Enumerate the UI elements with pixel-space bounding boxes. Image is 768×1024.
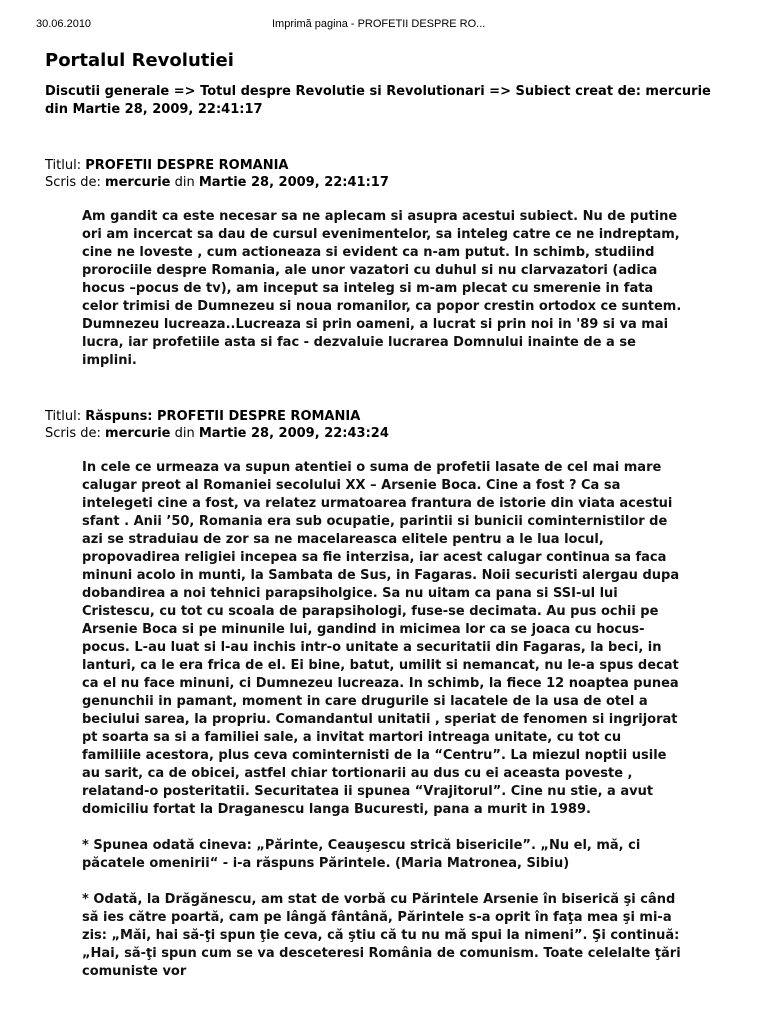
post-title-line bbox=[45, 408, 735, 425]
post-title-line bbox=[45, 157, 735, 174]
post-1 bbox=[45, 157, 735, 388]
post-paragraph: Am gandit ca este necesar sa ne aplecam si asupra acestui subiect. Nu de putine ori am incercat sa dau de cursul evenimentelor, sa inteleg catre ce ne indreptam, cine ne loveste , cum actioneaza si evident ca n-am putut. In schimb, studiind prorociile despre Romania, ale unor vazatori cu duhul si nu clarvazatori (adica hocus –pocus de tv), am inceput sa inteleg si m-am plecat cu smerenie in fata celor trimisi de Dumnezeu si noua romanilor, ca popor crestin ortodox ce suntem. Dumnezeu lucreaza..Lucreaza si prin oameni, a lucrat si prin noi in '89 si va mai lucra, iar profetiile asta si fac - dezvaluie lucrarea Domnului inainte de a se implini. bbox=[82, 209, 682, 368]
post-2 bbox=[45, 408, 735, 999]
post-title: Răspuns: PROFETII DESPRE ROMANIA bbox=[85, 409, 361, 424]
author-label: Scris de: bbox=[45, 426, 101, 441]
site-title: Portalul Revolutiei bbox=[45, 50, 234, 71]
post-author: mercurie bbox=[105, 426, 171, 441]
post-author: mercurie bbox=[105, 175, 171, 190]
post-author-line bbox=[45, 425, 735, 442]
post-paragraph: * Spunea odată cineva: „Părinte, Ceauşescu strică bisericile”. „Nu el, mă, ci păcatele omenirii“ - i-a răspuns Părintele. (Maria Matronea, Sibiu) bbox=[82, 838, 641, 871]
print-page-title: Imprimă pagina - PROFETII DESPRE RO... bbox=[272, 18, 486, 30]
post-date: Martie 28, 2009, 22:43:24 bbox=[198, 426, 389, 441]
title-label: Titlul: bbox=[45, 409, 82, 424]
date-separator: din bbox=[174, 175, 195, 190]
post-title: PROFETII DESPRE ROMANIA bbox=[85, 158, 289, 173]
print-date: 30.06.2010 bbox=[36, 18, 92, 30]
post-body bbox=[82, 459, 682, 981]
breadcrumb: Discutii generale => Totul despre Revolutie si Revolutionari => Subiect creat de: mercurie din Martie 28, 2009, 22:41:17 bbox=[45, 84, 711, 117]
post-author-line bbox=[45, 174, 735, 191]
title-label: Titlul: bbox=[45, 158, 82, 173]
print-header bbox=[0, 18, 768, 34]
post-paragraph: In cele ce urmeaza va supun atentiei o suma de profetii lasate de cel mai mare calugar preot al Romaniei secolului XX – Arsenie Boca. Cine a fost ? Ca sa intelegeti cine a fost, va relatez urmatoarea frantura de istorie din viata acestui sfant . Anii ’50, Romania era sub ocupatie, parintii si bunicii cominternistilor de azi se straduiau de zor sa ne macelareasca elitele pentru a le lua locul, propovadirea religiei incepea sa fie interzisa, iar acest calugar continua sa faca minuni acolo in munti, la Sambata de Sus, in Fagaras. Noii securisti alergau dupa dobandirea a noi tehnici parapsiholgice. Sa nu uitam ca pana si SSI-ul lui Cristescu, cu tot cu scoala de parapsihologi, fuse-se decimata. Au pus ochii pe Arsenie Boca si pe minunile lui, gandind in micimea lor ca se joaca cu hocus-pocus. L-au luat si l-au inchis intr-o unitate a securitatii din Fagaras, la beci, in lanturi, ca le era frica de el. Ei bine, batut, umilit si nemancat, nu le-a spus decat ca el nu face minuni, ci Dumnezeu lucreaza. In schimb, la fiece 12 noaptea punea genunchii in pamant, moment in care drugurile si lacatele de la usa de otel a beciului sarea, la propriu. Comandantul unitatii , speriat de fenomen si ingrijorat pt soarta sa si a familiei sale, a invitat martori intreaga unitate, cu tot cu familiile acestora, plus ceva cominternisti de la “Centru”. La miezul noptii usile au sarit, ca de obicei, astfel chiar tortionarii au dus cu ei aceasta poveste , relatand-o posteritatii. Securitatea ii spunea “Vrajitorul”. Cine nu stie, a avut domiciliu fortat la Draganescu langa Bucuresti, pana a murit in 1989. bbox=[82, 460, 680, 817]
post-paragraph: * Odată, la Drăgănescu, am stat de vorbă cu Părintele Arsenie în biserică şi când să ies către poartă, cam pe lângă fântână, Părintele s-a oprit în faţa mea şi mi-a zis: „Măi, hai să-ţi spun ţie ceva, că ştiu că tu nu mă spui la nimeni”. Şi continuă: „Hai, să-ţi spun cum se va desceteresi România de comunism. Toate celelalte ţări comuniste vor bbox=[82, 892, 681, 979]
author-label: Scris de: bbox=[45, 175, 101, 190]
date-separator: din bbox=[174, 426, 195, 441]
post-body bbox=[82, 208, 682, 370]
post-date: Martie 28, 2009, 22:41:17 bbox=[198, 175, 389, 190]
